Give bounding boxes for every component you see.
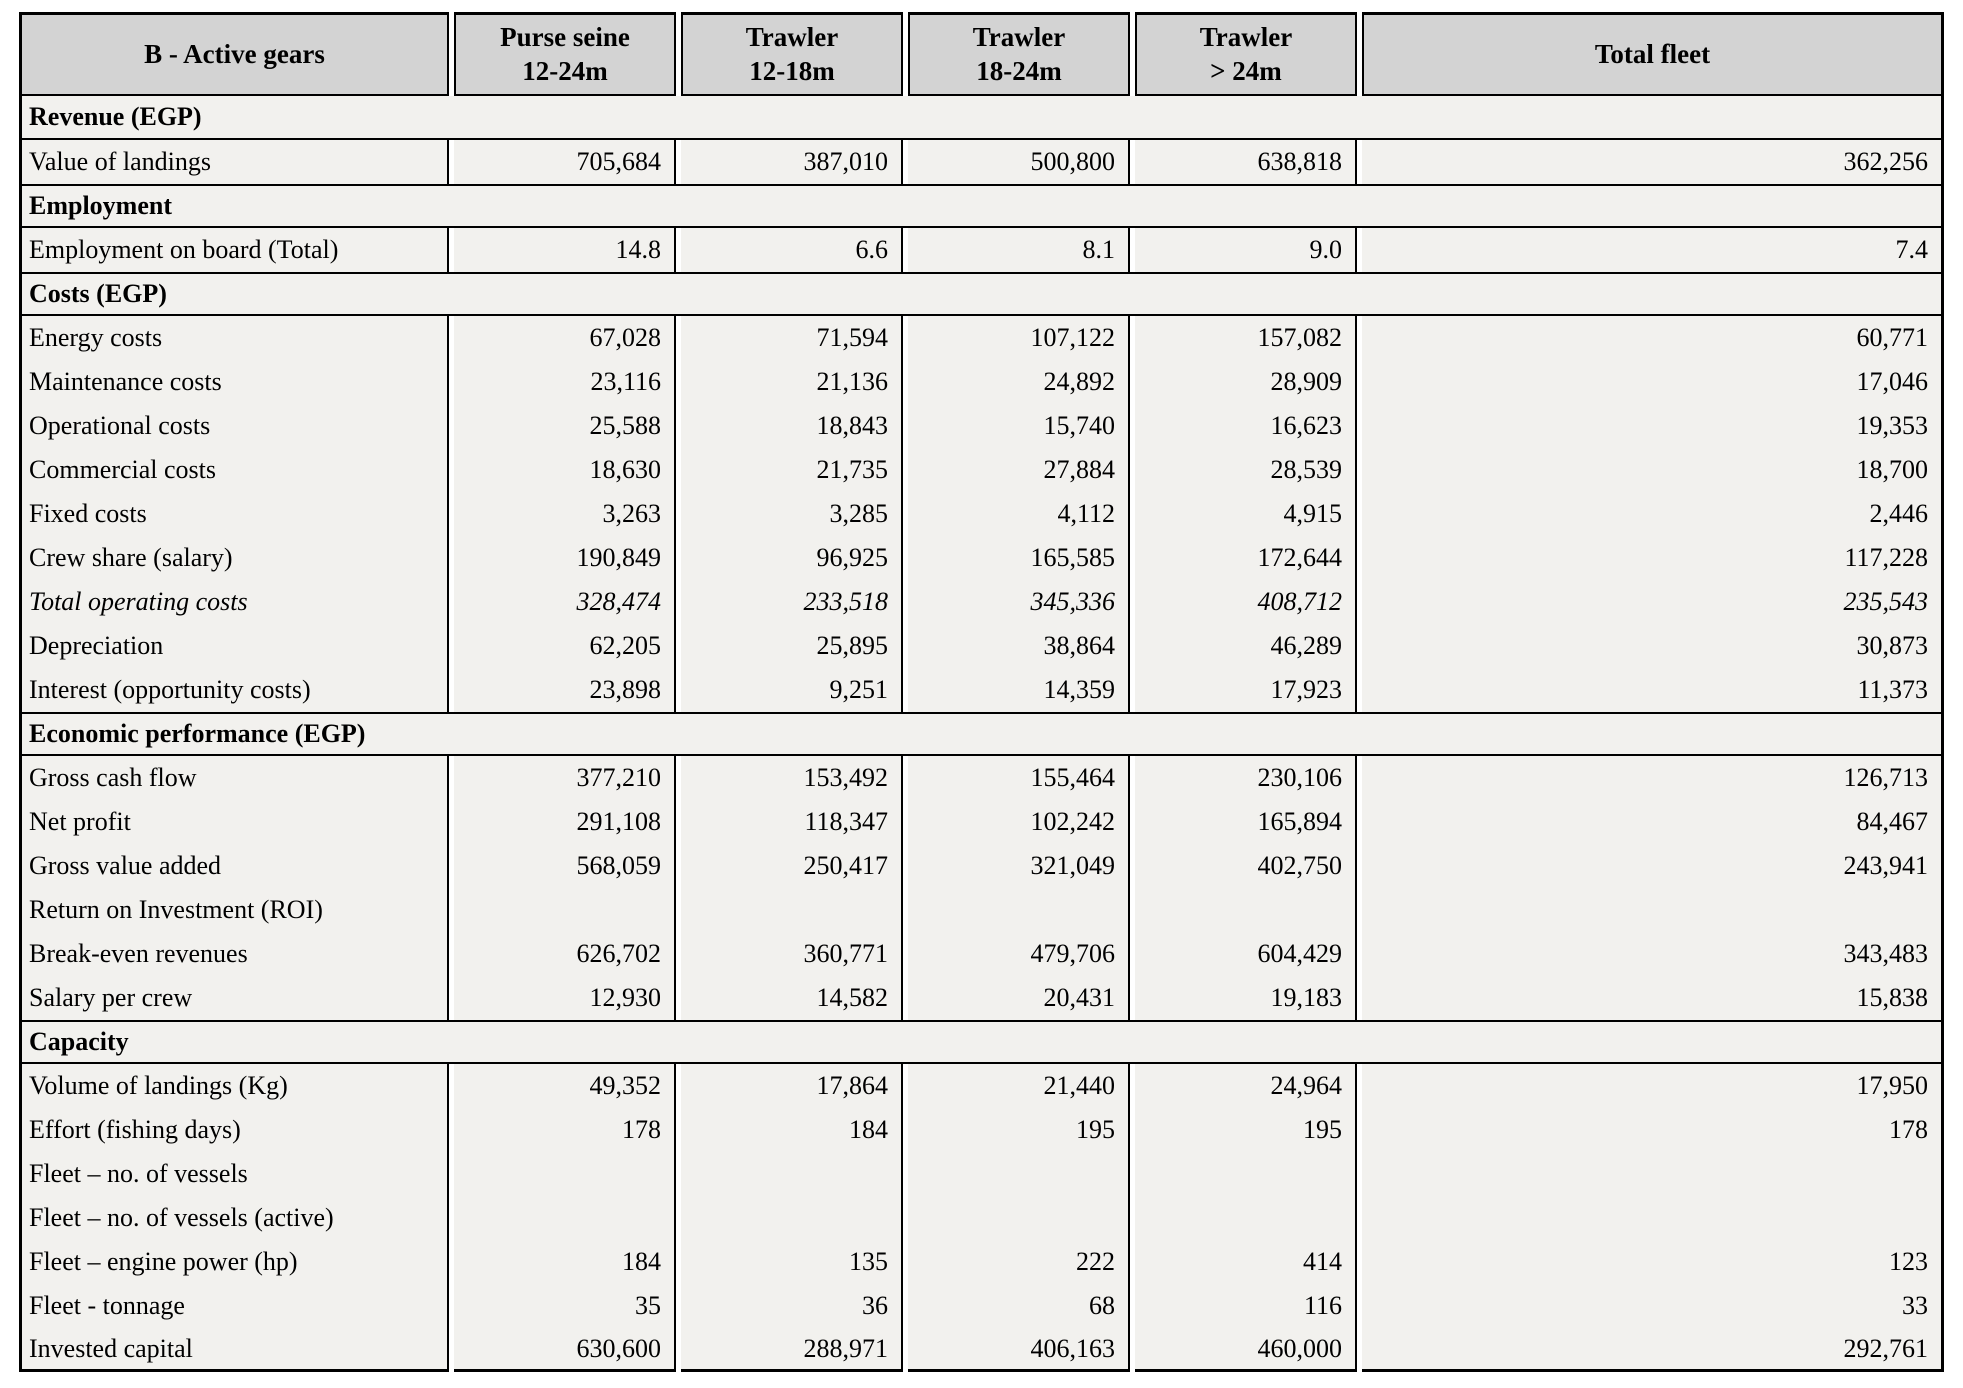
value-cell — [1135, 1152, 1357, 1196]
section-title: Costs (EGP) — [19, 272, 1944, 316]
value-cell: 126,713 — [1362, 756, 1944, 800]
header-column-line1: Purse seine — [500, 21, 630, 52]
value-cell: 18,843 — [681, 404, 903, 448]
row-label: Invested capital — [19, 1328, 449, 1372]
header-column-cell — [681, 12, 903, 96]
data-row — [19, 448, 1944, 492]
header-column-cell — [908, 12, 1130, 96]
value-cell — [454, 1152, 676, 1196]
row-label: Fixed costs — [19, 492, 449, 536]
value-cell: 25,895 — [681, 624, 903, 668]
data-row — [19, 1152, 1944, 1196]
value-cell: 15,740 — [908, 404, 1130, 448]
value-cell: 17,864 — [681, 1064, 903, 1108]
row-label: Employment on board (Total) — [19, 228, 449, 272]
row-label: Fleet – engine power (hp) — [19, 1240, 449, 1284]
value-cell: 68 — [908, 1284, 1130, 1328]
row-label: Fleet - tonnage — [19, 1284, 449, 1328]
value-cell: 38,864 — [908, 624, 1130, 668]
value-cell — [1362, 888, 1944, 932]
row-label: Gross value added — [19, 844, 449, 888]
value-cell: 60,771 — [1362, 316, 1944, 360]
value-cell: 233,518 — [681, 580, 903, 624]
value-cell: 604,429 — [1135, 932, 1357, 976]
value-cell: 153,492 — [681, 756, 903, 800]
row-label: Salary per crew — [19, 976, 449, 1020]
value-cell: 33 — [1362, 1284, 1944, 1328]
value-cell: 17,046 — [1362, 360, 1944, 404]
value-cell: 705,684 — [454, 140, 676, 184]
row-label: Interest (opportunity costs) — [19, 668, 449, 712]
value-cell: 28,539 — [1135, 448, 1357, 492]
value-cell: 250,417 — [681, 844, 903, 888]
value-cell: 25,588 — [454, 404, 676, 448]
value-cell: 500,800 — [908, 140, 1130, 184]
value-cell: 638,818 — [1135, 140, 1357, 184]
header-column-cell — [1135, 12, 1357, 96]
header-column-line1: Trawler — [745, 21, 839, 52]
value-cell — [1135, 1196, 1357, 1240]
value-cell: 235,543 — [1362, 580, 1944, 624]
data-row — [19, 140, 1944, 184]
value-cell: 157,082 — [1135, 316, 1357, 360]
row-label: Fleet – no. of vessels (active) — [19, 1196, 449, 1240]
value-cell — [681, 888, 903, 932]
value-cell: 107,122 — [908, 316, 1130, 360]
value-cell: 3,285 — [681, 492, 903, 536]
value-cell: 67,028 — [454, 316, 676, 360]
data-row — [19, 1328, 1944, 1372]
data-row — [19, 360, 1944, 404]
header-column-line1: Trawler — [1199, 21, 1293, 52]
row-label: Effort (fishing days) — [19, 1108, 449, 1152]
value-cell — [908, 1152, 1130, 1196]
section-title: Capacity — [19, 1020, 1944, 1064]
value-cell: 343,483 — [1362, 932, 1944, 976]
header-column-line2: 12-24m — [522, 55, 608, 86]
value-cell: 21,440 — [908, 1064, 1130, 1108]
value-cell: 21,735 — [681, 448, 903, 492]
value-cell: 18,700 — [1362, 448, 1944, 492]
header-column-line2: 12-18m — [749, 55, 835, 86]
value-cell: 172,644 — [1135, 536, 1357, 580]
data-row — [19, 228, 1944, 272]
value-cell: 568,059 — [454, 844, 676, 888]
value-cell — [454, 888, 676, 932]
section-title: Economic performance (EGP) — [19, 712, 1944, 756]
value-cell: 117,228 — [1362, 536, 1944, 580]
value-cell: 321,049 — [908, 844, 1130, 888]
value-cell: 292,761 — [1362, 1328, 1944, 1372]
value-cell: 402,750 — [1135, 844, 1357, 888]
value-cell: 19,353 — [1362, 404, 1944, 448]
value-cell: 71,594 — [681, 316, 903, 360]
value-cell: 190,849 — [454, 536, 676, 580]
data-row — [19, 492, 1944, 536]
value-cell: 195 — [1135, 1108, 1357, 1152]
value-cell: 14.8 — [454, 228, 676, 272]
row-label: Return on Investment (ROI) — [19, 888, 449, 932]
value-cell: 4,915 — [1135, 492, 1357, 536]
value-cell: 11,373 — [1362, 668, 1944, 712]
value-cell: 7.4 — [1362, 228, 1944, 272]
value-cell: 15,838 — [1362, 976, 1944, 1020]
data-row — [19, 932, 1944, 976]
fleet-economic-performance-table — [14, 12, 1949, 1372]
data-row — [19, 1108, 1944, 1152]
value-cell: 630,600 — [454, 1328, 676, 1372]
table-head — [19, 12, 1944, 96]
value-cell — [1362, 1196, 1944, 1240]
value-cell: 62,205 — [454, 624, 676, 668]
value-cell: 116 — [1135, 1284, 1357, 1328]
header-column-line2: 18-24m — [976, 55, 1062, 86]
value-cell: 230,106 — [1135, 756, 1357, 800]
header-column-line1: Trawler — [972, 21, 1066, 52]
data-row — [19, 316, 1944, 360]
value-cell: 2,446 — [1362, 492, 1944, 536]
value-cell: 16,623 — [1135, 404, 1357, 448]
value-cell: 118,347 — [681, 800, 903, 844]
value-cell: 479,706 — [908, 932, 1130, 976]
value-cell: 135 — [681, 1240, 903, 1284]
value-cell: 4,112 — [908, 492, 1130, 536]
value-cell — [1135, 888, 1357, 932]
value-cell: 460,000 — [1135, 1328, 1357, 1372]
value-cell: 9,251 — [681, 668, 903, 712]
section-row — [19, 272, 1944, 316]
value-cell: 345,336 — [908, 580, 1130, 624]
section-title: Employment — [19, 184, 1944, 228]
value-cell: 46,289 — [1135, 624, 1357, 668]
value-cell: 24,964 — [1135, 1064, 1357, 1108]
data-row — [19, 756, 1944, 800]
value-cell: 408,712 — [1135, 580, 1357, 624]
value-cell: 28,909 — [1135, 360, 1357, 404]
section-title: Revenue (EGP) — [19, 96, 1944, 140]
data-row — [19, 668, 1944, 712]
row-label: Depreciation — [19, 624, 449, 668]
section-row — [19, 1020, 1944, 1064]
value-cell: 414 — [1135, 1240, 1357, 1284]
header-corner-cell: B - Active gears — [19, 12, 449, 96]
section-row — [19, 96, 1944, 140]
header-column-cell — [1362, 12, 1944, 96]
data-row — [19, 800, 1944, 844]
value-cell — [681, 1152, 903, 1196]
row-label: Fleet – no. of vessels — [19, 1152, 449, 1196]
value-cell: 165,894 — [1135, 800, 1357, 844]
value-cell — [908, 888, 1130, 932]
value-cell: 18,630 — [454, 448, 676, 492]
table-body — [19, 96, 1944, 1372]
data-row — [19, 844, 1944, 888]
row-label: Total operating costs — [19, 580, 449, 624]
header-column-line2: > 24m — [1210, 55, 1282, 86]
value-cell: 19,183 — [1135, 976, 1357, 1020]
value-cell: 406,163 — [908, 1328, 1130, 1372]
value-cell — [1362, 1152, 1944, 1196]
data-row — [19, 1196, 1944, 1240]
row-label: Gross cash flow — [19, 756, 449, 800]
value-cell: 288,971 — [681, 1328, 903, 1372]
value-cell: 155,464 — [908, 756, 1130, 800]
value-cell: 178 — [1362, 1108, 1944, 1152]
value-cell: 184 — [681, 1108, 903, 1152]
value-cell: 14,359 — [908, 668, 1130, 712]
value-cell: 20,431 — [908, 976, 1130, 1020]
value-cell: 6.6 — [681, 228, 903, 272]
value-cell: 36 — [681, 1284, 903, 1328]
value-cell: 30,873 — [1362, 624, 1944, 668]
value-cell: 23,116 — [454, 360, 676, 404]
value-cell: 102,242 — [908, 800, 1130, 844]
row-label: Commercial costs — [19, 448, 449, 492]
row-label: Maintenance costs — [19, 360, 449, 404]
data-row — [19, 1240, 1944, 1284]
value-cell: 3,263 — [454, 492, 676, 536]
data-row — [19, 1064, 1944, 1108]
value-cell: 387,010 — [681, 140, 903, 184]
row-label: Net profit — [19, 800, 449, 844]
value-cell: 27,884 — [908, 448, 1130, 492]
value-cell: 195 — [908, 1108, 1130, 1152]
value-cell: 377,210 — [454, 756, 676, 800]
row-label: Energy costs — [19, 316, 449, 360]
value-cell: 17,950 — [1362, 1064, 1944, 1108]
value-cell: 222 — [908, 1240, 1130, 1284]
section-row — [19, 712, 1944, 756]
value-cell: 23,898 — [454, 668, 676, 712]
value-cell: 291,108 — [454, 800, 676, 844]
data-row — [19, 404, 1944, 448]
value-cell: 12,930 — [454, 976, 676, 1020]
value-cell: 626,702 — [454, 932, 676, 976]
value-cell — [681, 1196, 903, 1240]
row-label: Value of landings — [19, 140, 449, 184]
value-cell: 123 — [1362, 1240, 1944, 1284]
value-cell: 8.1 — [908, 228, 1130, 272]
value-cell: 328,474 — [454, 580, 676, 624]
value-cell: 17,923 — [1135, 668, 1357, 712]
value-cell — [908, 1196, 1130, 1240]
value-cell: 14,582 — [681, 976, 903, 1020]
row-label: Operational costs — [19, 404, 449, 448]
row-label: Volume of landings (Kg) — [19, 1064, 449, 1108]
data-row — [19, 888, 1944, 932]
data-row — [19, 976, 1944, 1020]
row-label: Crew share (salary) — [19, 536, 449, 580]
value-cell: 360,771 — [681, 932, 903, 976]
value-cell: 21,136 — [681, 360, 903, 404]
value-cell: 9.0 — [1135, 228, 1357, 272]
data-row — [19, 580, 1944, 624]
data-row — [19, 536, 1944, 580]
value-cell: 184 — [454, 1240, 676, 1284]
value-cell: 243,941 — [1362, 844, 1944, 888]
section-row — [19, 184, 1944, 228]
value-cell: 362,256 — [1362, 140, 1944, 184]
value-cell: 178 — [454, 1108, 676, 1152]
value-cell: 35 — [454, 1284, 676, 1328]
value-cell: 84,467 — [1362, 800, 1944, 844]
data-row — [19, 1284, 1944, 1328]
value-cell: 165,585 — [908, 536, 1130, 580]
header-row — [19, 12, 1944, 96]
value-cell: 24,892 — [908, 360, 1130, 404]
value-cell — [454, 1196, 676, 1240]
header-column-line1: Total fleet — [1594, 38, 1711, 69]
value-cell: 96,925 — [681, 536, 903, 580]
row-label: Break-even revenues — [19, 932, 449, 976]
value-cell: 49,352 — [454, 1064, 676, 1108]
data-row — [19, 624, 1944, 668]
header-column-cell — [454, 12, 676, 96]
